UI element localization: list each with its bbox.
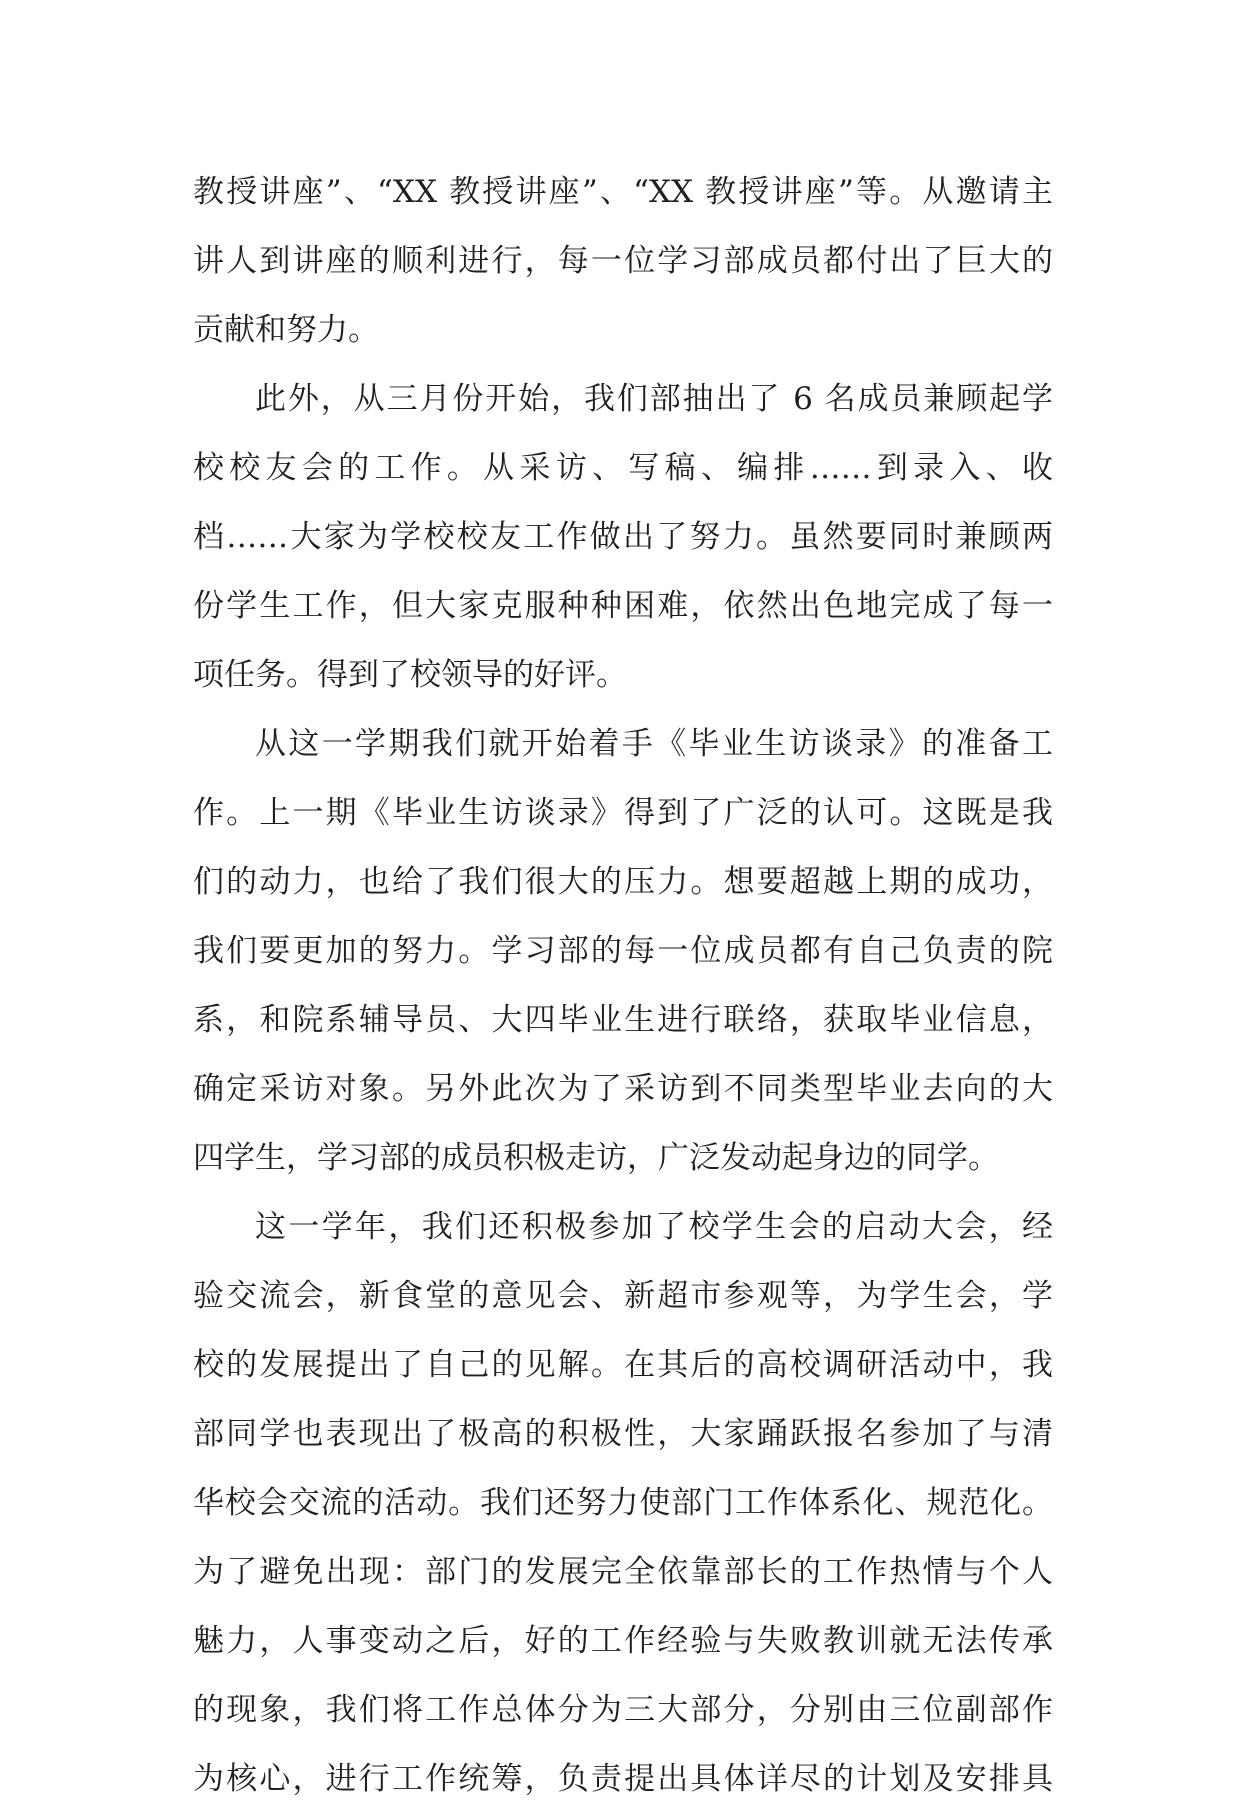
- text-line: 四学生，学习部的成员积极走访，广泛发动起身边的同学。: [193, 1140, 999, 1176]
- text-line: 此外，从三月份开始，我们部抽出了 6 名成员兼顾起学: [255, 381, 1053, 417]
- document-body: [193, 158, 1053, 1814]
- text-line: 确定采访对象。另外此次为了采访到不同类型毕业去向的大: [193, 1071, 1053, 1107]
- text-line: 为了避免出现：部门的发展完全依靠部长的工作热情与个人: [193, 1554, 1053, 1590]
- text-line: 档……大家为学校校友工作做出了努力。虽然要同时兼顾两: [193, 519, 1053, 555]
- text-line: 的现象，我们将工作总体分为三大部分，分别由三位副部作: [193, 1692, 1053, 1728]
- text-line: 华校会交流的活动。我们还努力使部门工作体系化、规范化。: [193, 1485, 1053, 1521]
- text-line: 作。上一期《毕业生访谈录》得到了广泛的认可。这既是我: [193, 795, 1053, 831]
- text-line: 我们要更加的努力。学习部的每一位成员都有自己负责的院: [193, 933, 1053, 969]
- text-line: 从这一学期我们就开始着手《毕业生访谈录》的准备工: [255, 726, 1053, 762]
- text-line: 为核心，进行工作统筹，负责提出具体详尽的计划及安排具: [193, 1761, 1053, 1797]
- text-line: 系，和院系辅导员、大四毕业生进行联络，获取毕业信息，: [193, 1002, 1053, 1038]
- text-line: 校的发展提出了自己的见解。在其后的高校调研活动中，我: [193, 1347, 1053, 1383]
- text-line: 讲人到讲座的顺利进行，每一位学习部成员都付出了巨大的: [193, 243, 1053, 279]
- text-line: 部同学也表现出了极高的积极性，大家踊跃报名参加了与清: [193, 1416, 1053, 1452]
- text-line: 校校友会的工作。从采访、写稿、编排……到录入、收: [193, 450, 1053, 486]
- paragraph: [193, 710, 1053, 1193]
- text-line: 项任务。得到了校领导的好评。: [193, 657, 627, 693]
- paragraph: [193, 1193, 1053, 1814]
- text-line: 们的动力，也给了我们很大的压力。想要超越上期的成功，: [193, 864, 1053, 900]
- paragraph: [193, 365, 1053, 710]
- text-line: 这一学年，我们还积极参加了校学生会的启动大会，经: [255, 1209, 1053, 1245]
- text-line: 份学生工作，但大家克服种种困难，依然出色地完成了每一: [193, 588, 1053, 624]
- text-line: 贡献和努力。: [193, 312, 379, 348]
- text-line: 验交流会，新食堂的意见会、新超市参观等，为学生会，学: [193, 1278, 1053, 1314]
- text-line: 魅力，人事变动之后，好的工作经验与失败教训就无法传承: [193, 1623, 1053, 1659]
- paragraph: [193, 158, 1053, 365]
- text-line: 教授讲座”、“XX 教授讲座”、“XX 教授讲座”等。从邀请主: [193, 174, 1053, 210]
